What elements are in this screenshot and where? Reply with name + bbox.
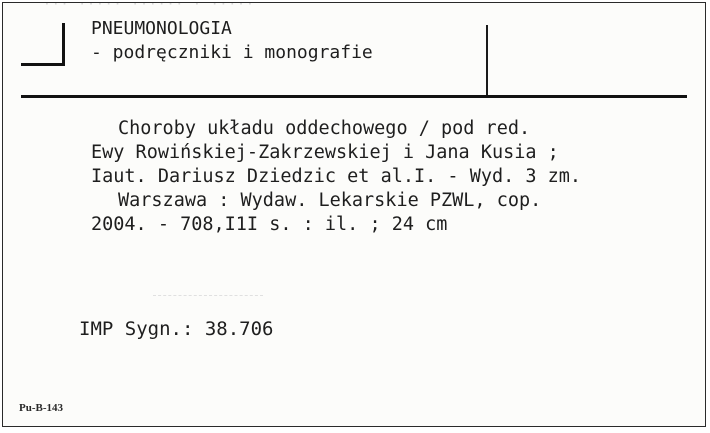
faint-dash-mark: [153, 295, 263, 297]
heading-divider-vertical: [486, 25, 488, 97]
entry-line-physical-description: 2004. - 708,I1I s. : il. ; 24 cm: [91, 214, 448, 235]
call-number: IMP Sygn.: 38.706: [79, 318, 274, 340]
bibliographic-entry: [91, 117, 581, 237]
entry-line-editors: Ewy Rowińskiej-Zakrzewskiej i Jana Kusia ;: [91, 142, 559, 163]
heading-divider-horizontal: [21, 95, 687, 98]
subject-heading-main: PNEUMONOLOGIA: [91, 18, 232, 39]
corner-bracket-vertical: [62, 23, 65, 65]
entry-line-publisher: Warszawa : Wydaw. Lekarskie PZWL, cop.: [118, 190, 542, 211]
corner-bracket-horizontal: [21, 63, 65, 66]
entry-line-authors-edition: Iaut. Dariusz Dziedzic et al.I. - Wyd. 3 zm.: [91, 166, 582, 187]
card-stamp: Pu-B-143: [19, 402, 63, 414]
entry-line-title: Choroby układu oddechowego / pod red.: [118, 118, 531, 139]
subject-heading-subdivision: - podręczniki i monografie: [91, 42, 373, 63]
faint-header-text: ··· ····· ······ · ·····: [43, 2, 255, 11]
subject-heading: [91, 17, 373, 65]
catalog-card: [2, 2, 706, 427]
